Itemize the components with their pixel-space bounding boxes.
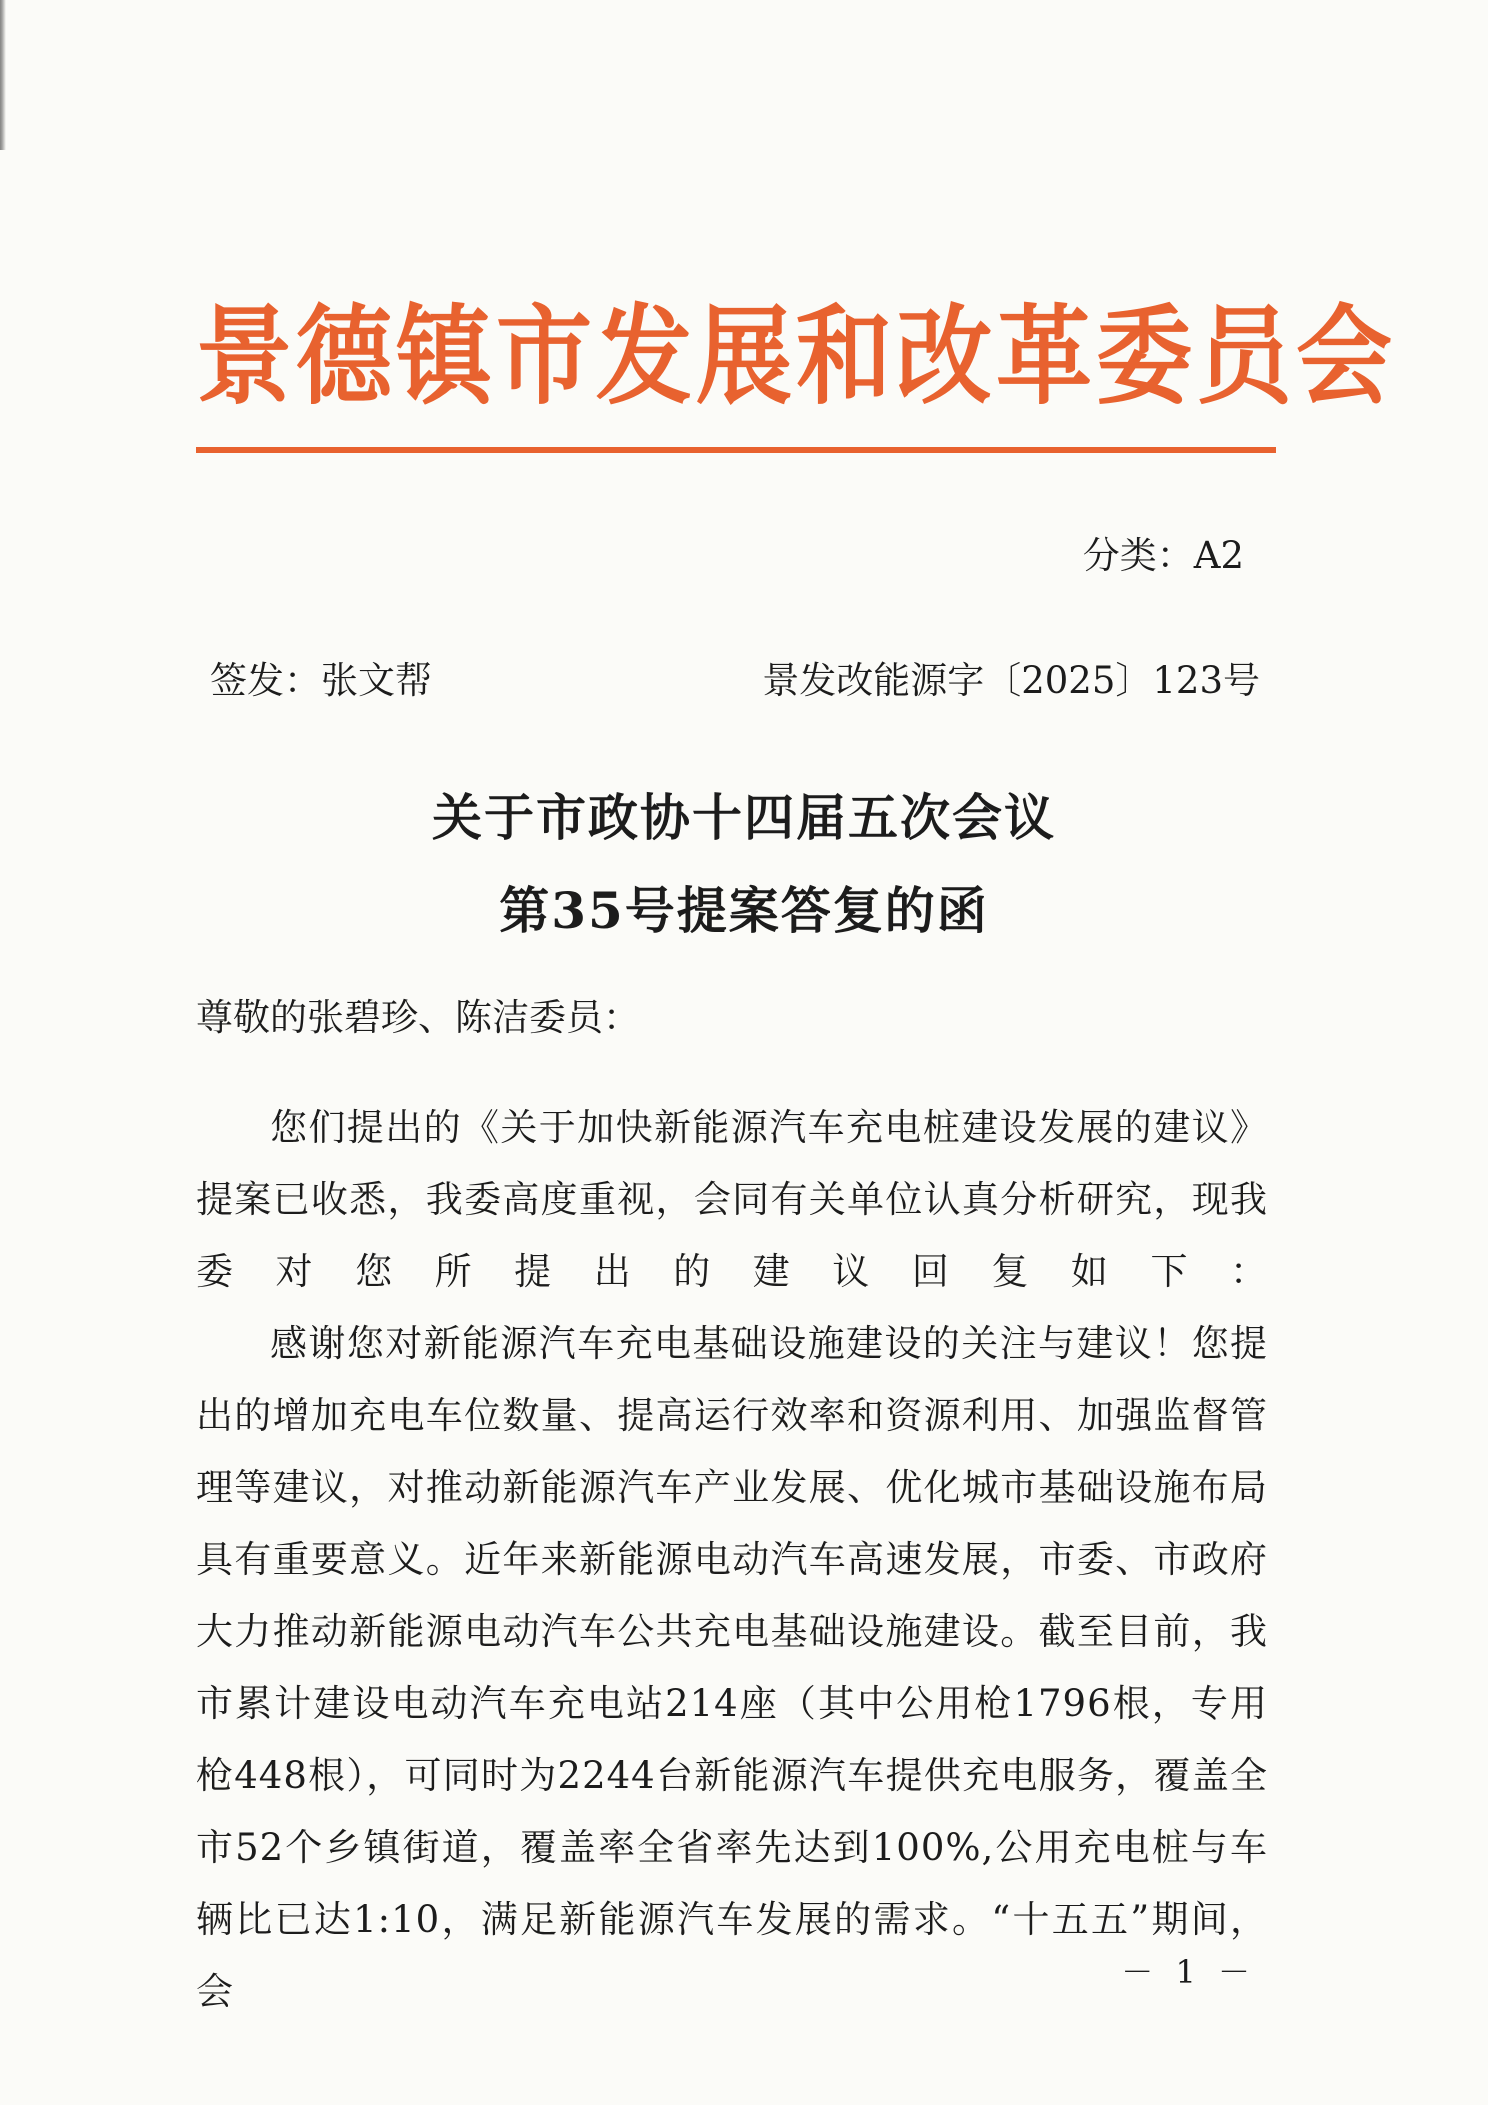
classification-label: 分类：A2 [1082, 534, 1244, 577]
letter-body [196, 1092, 1268, 2028]
salutation: 尊敬的张碧珍、陈洁委员： [196, 996, 640, 1039]
letterhead-rule [196, 447, 1276, 453]
document-number: 景发改能源字〔2025〕123号 [762, 659, 1260, 702]
document-title-line-1: 关于市政协十四届五次会议 [432, 788, 1056, 847]
scan-edge-shadow [0, 0, 8, 150]
page-number: － 1 － [1121, 1953, 1256, 1991]
body-paragraph-1: 您们提出的《关于加快新能源汽车充电桩建设发展的建议》提案已收悉，我委高度重视，会同有关单位认真分析研究，现我委对您所提出的建议回复如下： [196, 1106, 1268, 1293]
signer-label: 签发：张文帮 [210, 659, 432, 702]
body-paragraph-2: 感谢您对新能源汽车充电基础设施建设的关注与建议！您提出的增加充电车位数量、提高运行效率和资源利用、加强监督管理等建议，对推动新能源汽车产业发展、优化城市基础设施布局具有重要意义。近年来新能源电动汽车高速发展，市委、市政府大力推动新能源电动汽车公共充电基础设施建设。截至目前，我市累计建设电动汽车充电站214座（其中公用枪1796根，专用枪448根），可同时为2244台新能源汽车提供充电服务，覆盖全市52个乡镇街道，覆盖率全省率先达到100%,公用充电桩与车辆比已达1:10，满足新能源汽车发展的需求。“十五五”期间，会 [196, 1322, 1268, 2013]
organization-letterhead: 景德镇市发展和改革委员会 [196, 293, 1396, 420]
document-title-line-2: 第35号提案答复的函 [499, 881, 989, 940]
